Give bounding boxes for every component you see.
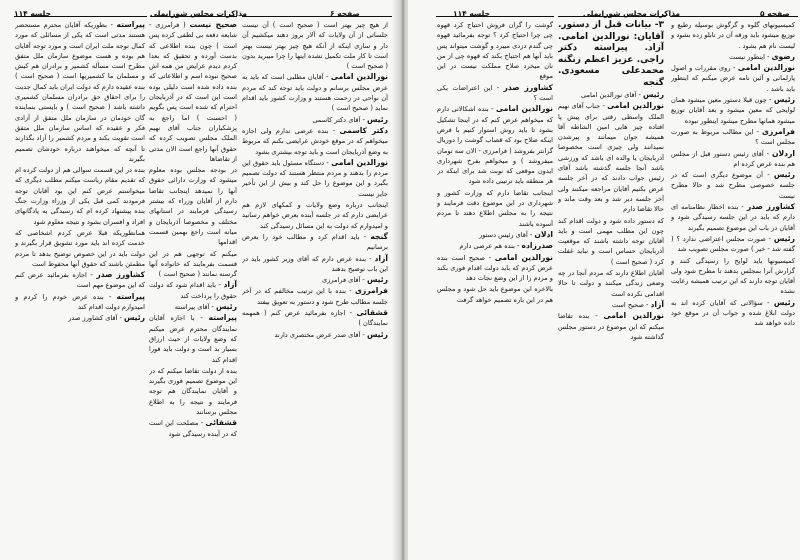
paragraph — [149, 165, 237, 247]
header-rule — [150, 16, 237, 17]
speaker-name: رئیس — [366, 114, 388, 124]
session-number: جلسه ۱۱۴ — [14, 9, 51, 18]
header-rule — [242, 16, 392, 17]
paragraph-text: - جناب آقای نهیم الملک واسطی رقتی برای پیش پا افتاده چیز هایی امین الشاطه آقا همیشه جوان میمانند و پیرشدن نمیدانند ولی چیزی است مخصوصا آذربایجان یا والده ای باشد که ورزشی باشد آنجا جلسه گذشته باشد آقای رئیس جواب دادند که در آخر جلسه عرض بکنیم آقایان مراجعه میکنند ولی آخر جلسه دیر شد و بعد وقت ماند و حالا تقاضا دارم — [558, 102, 664, 214]
paragraph-text: - روی مقررات و اصول پارلمانی و آئین نامه عرض میکنم که اینطور باید باشد . — [671, 64, 795, 93]
speaker-name: رئیس — [773, 170, 795, 180]
paragraph — [149, 280, 237, 301]
paragraph-text: - صحیح است بنده عرض کردم که باید دولت اقدام فوری بکند و مردم را از این وضع نجات دهد — [437, 253, 553, 283]
page-number: صفحه ۵ — [760, 9, 790, 18]
speaker-name: نورالدین امامی — [330, 72, 388, 82]
speaker-name: رضوی — [771, 51, 795, 61]
paragraph-text: - آقای فرامرزی — [321, 276, 365, 285]
speaker-name: اردلان — [771, 148, 795, 158]
paragraph-text: - بنده تقاضا میکنم که این موضوع در دستور مجلس گذاشته شود — [558, 312, 664, 341]
speaker-name: کشاورز صدر — [96, 270, 145, 280]
paragraph-text: - آقای پیراسته — [174, 303, 214, 312]
speaker-name: دکتر کاسمی — [339, 125, 388, 135]
paragraph-text: - بنده اشکالاتی دارم که میخواهم عرض کنم که در اینجا تشکیل بشود تا باید روش استوار کنیم با فرض اینکه صلاح بود که قصاب گوشت را دوریال گرانتر بفروشد ( فرامرزی - الان سه تومان میفروشد ) و میخواهم بفرخ شهرداری ایدون موقعی که نوبت شد برای اینکه در هر منطقه باید ترتیبی داده شود — [437, 105, 553, 186]
speaker-name: نورالدین امامی — [607, 101, 664, 111]
speaker-name: آزاد — [374, 253, 388, 263]
paragraph — [242, 126, 388, 157]
paragraph-text: - دستگاه مسئول باید حقوق این مردم را بدهند و مردم منتظر هستند که دولت تصمیم بگیرد و این موضوع را حل کند و بیش از این تأخیر جایز نیست — [242, 158, 388, 198]
paragraph — [149, 20, 237, 164]
paragraph — [242, 158, 388, 199]
paragraph — [437, 241, 553, 251]
speaker-name: رئیس — [773, 297, 795, 307]
paragraph-text: - باید اقدام کرد و مطالب خود را بعرض برسانیم — [242, 232, 388, 252]
paragraph — [242, 115, 388, 125]
paragraph — [15, 228, 145, 269]
speaker-name: کشاورز صدر — [746, 202, 795, 212]
paragraph-text: - آقای رئیس دستور — [478, 230, 533, 239]
paragraph — [242, 286, 388, 307]
speaker-name: نورالدین امامی — [495, 104, 553, 114]
speaker-name: پیراسته — [116, 291, 145, 301]
paragraph — [558, 216, 664, 267]
paragraph-text: - آقای کشاورز صدر — [68, 314, 122, 323]
paragraph-text: کمیسیونهای گلوه و گرگوش بوسیله رطیع و توزیع میشود باید ورقه آن در تابلو زده بشود و لیست نام هم بشود . — [671, 21, 795, 50]
paragraph-text: - بنده عرضی ندارم ولی اجازه میخواهم که در موقع خودش عرایضی بکنم که مربوط به وضع آذربایجان است و باید توجه بیشتری بشود — [242, 126, 388, 156]
running-title: مذاکرات مجلس شورایملی — [583, 9, 681, 18]
paragraph-text: - بنده با این ترتیب مخالفم که در آخر جلسه مطالب طرح شود و دستور به تعویق بیفتد — [242, 287, 388, 306]
left-page — [0, 0, 398, 560]
paragraph-text: - آقای دکتر کاسمی — [312, 115, 365, 124]
speaker-name: ادلان — [534, 229, 553, 239]
paragraph-text: - بنده عرض دارم که آقای وزیر کشور باید در این باب توضیح بدهند — [242, 254, 388, 273]
paragraph — [671, 256, 795, 297]
paragraph-text: گوشت را گران فروش احتیاج کرد قهوه چی چرا احتیاج کرد ؟ توجه بفرمائید قهوه چی گندم دزدی میبرد و گوشت میتواند پس باید آنها هم احتیاج بکند که قهوه چی از من نان میخرد صلاح مملکت نیست در این موقع — [437, 21, 553, 81]
paragraph-text: - بنده هم عرضی دارم — [459, 242, 520, 251]
paragraph — [558, 268, 664, 299]
paragraph-text: - آن موضوع دیگری است که در جلسه خصوصی مطرح شد و حالا مطرح نیست — [671, 171, 795, 200]
paragraph-text: - بنده اخطار نظامنامه ای دارم که باید در این جلسه رسیدگی شود و آقایان در باب این موضوع تصمیم بگیرند — [671, 203, 795, 232]
speaker-name: پیراسته — [208, 313, 237, 323]
paragraph-text: - این مطالب مربوط به صورت مجلس است ؟ — [671, 127, 795, 147]
text-column — [437, 20, 553, 554]
speaker-name: گنجه — [370, 231, 388, 241]
paragraph-text: در بودجه مجلس بوده معلوم میشود که وزارت دارائی حقوق آنها را نمیدهد اینجانب تقاضا دارم از آقایان وزراء که بیشتر رسیدگی فرمایند در استانهای مختلف و مخصوصا آذربایجان و میانه است راجع بهمین قسمت اقدامها — [149, 166, 237, 247]
speaker-name: آزاد — [650, 299, 664, 309]
paragraph — [149, 302, 237, 312]
paragraph — [437, 20, 553, 82]
paragraph-text: - مصلحت این است که در آینده رسیدگی شود — [149, 419, 237, 438]
paragraph-text: - آقای رئیس دستور قبل از مجلس هم بنده عرض کرده ام — [671, 149, 795, 168]
paragraph-text: - اجازه بفرمائید عرض کنم که این موضوع مهم است — [15, 271, 145, 290]
speaker-name: کشاورز صدر — [503, 82, 553, 92]
paragraph — [437, 83, 553, 104]
paragraph — [149, 249, 237, 280]
paragraph-text: اینجانب تقاضا دارم که وزارت کشور و شهرداری در این موضوع دقت فرمایند و نتیجه را به مجلس اطلاع دهند تا مردم آسوده باشند — [437, 188, 553, 228]
speaker-name: پیراسته — [116, 20, 145, 29]
header-rule — [670, 16, 798, 17]
paragraph-text: ( فرامرزی - شایعه دفعه بی لطفی کرده پس است ) چون بنده اطلاعی که بدست آورده و تحقیق که بعدا کردم دیدم عرایض من همه اش صحیح نبوده اسم و اطلاعاتی که بنده داده شده است دلیلی بوده است این است که در آذربایجان احترام که شده است پس بگویم ( احسنت ) اما راجع به پزشکیاران جناب آقای نهیم الملک مجلس تصویب کرده که حقوق آنها راجع است الان مدتی از تقاضاها — [149, 21, 237, 163]
speaker-name: رئیس — [642, 90, 664, 99]
paragraph — [15, 313, 145, 323]
speaker-name: نورالدین امامی — [737, 63, 795, 73]
speaker-name: رئیس — [123, 313, 145, 323]
paragraph — [671, 95, 795, 126]
speaker-name: فرامرزی — [354, 286, 388, 296]
speaker-name: رئیس — [773, 233, 795, 243]
paragraph — [242, 20, 388, 71]
paragraph — [671, 127, 795, 148]
paragraph — [671, 202, 795, 233]
running-title: مذاکرات مجلس شورایملی — [150, 9, 248, 18]
paragraph-text: - آقای صدر عرض مختصری دارند — [274, 330, 365, 339]
paragraph — [671, 20, 795, 51]
paragraph — [437, 188, 553, 229]
paragraph-text: - سؤالاتی که آقایان کرده اند به دولت ابلاغ شده و جواب آن در موقع خود داده خواهد شد — [671, 298, 795, 328]
paragraph-text: همانطوریکه قبلا عرض کردم اشخاصی که خدمت کرده اند باید مورد تشویق قرار بگیرند و دولت باید در این خصوص توضیح بدهد تا مردم مطمئن باشند که حقوق آنها محفوظ است — [15, 228, 145, 268]
paragraph-text: - آقای نورالدین امامی — [581, 91, 641, 99]
speaker-name: فرامرزی — [761, 126, 795, 136]
speaker-name: نورالدین امامی — [494, 252, 553, 262]
paragraph — [671, 234, 795, 255]
speaker-name: رئیس — [773, 95, 795, 105]
paragraph-text: بنده در این قسمت سوالی هم از دولت کرده ام که تقدیم مقام ریاست میکنم مطلب دیگری که میخواستم عرض کنم این بود آقایان توجه فرمودند کمی قبل یکی از وزراء وزارت جنگ بنده پیشنهاد کرده ام که رسیدگی به پادگانهای افراد و افسران بشود و نتیجه معلوم شود — [15, 166, 145, 226]
paragraph — [671, 298, 795, 329]
paragraph — [558, 90, 664, 100]
paragraph-text: - بنده عرض خودم را کردم و امیدوارم دولت اقدام کند — [15, 292, 145, 312]
speaker-name: رئیس — [366, 275, 388, 285]
header-rule — [436, 16, 554, 17]
paragraph — [15, 270, 145, 291]
paragraph — [242, 232, 388, 253]
paragraph — [15, 165, 145, 227]
paragraph-text: - آقایان مطلبی است که باید به عرض مجلس برسانم و دولت باید توجه کند که مردم آن نواحی در زحمت هستند و وزارت کشور باید اقدام نماید ( صحیح است ) — [242, 73, 388, 113]
speaker-name: نورالدین امامی — [331, 157, 388, 167]
speaker-name: نورالدین امامی — [603, 311, 664, 321]
speaker-name: قشقائی — [356, 308, 388, 318]
speaker-name: رئیس — [366, 329, 388, 339]
text-column — [149, 20, 237, 554]
speaker-name: قشقائی — [205, 418, 237, 428]
paragraph — [437, 230, 553, 240]
paragraph-text: آقایان اطلاع دارند که مردم آنجا در چه وضعی زندگی میکنند و دولت تا حالا اقدامی نکرده است — [558, 269, 664, 298]
paragraph — [15, 20, 145, 164]
paragraph-text: بالاخره این موضوع باید حل شود و مجلس هم در این باره تصمیم خواهد گرفت — [437, 285, 553, 304]
text-column — [558, 20, 664, 554]
paragraph-text: از هیچ چیز بهتر است ( صحیح است ) آن نیست جلساتی از آن ولایات که آلار بروز دهند میکشیم آن دار و سازی اینکه از آنکه هیچ چیز بهتر نیست بهتر است تا کار ملت تکمیل نشده اینها را چرا میبرید بدون ( صحیح است ) — [242, 21, 388, 71]
paragraph-text: - باید اقدام شود که دولت حقوق را پرداخت کند — [149, 281, 237, 300]
paragraph-text: که دستور داده شود و دولت اقدام کند چون این مطلب مهمی است و باید آقایان توجه داشته باشند که موقعیت آذربایجان حساس است و نباید غفلت کرد ( صحیح است ) — [558, 216, 664, 266]
paragraph-text: میکنم که توجهی هم در این قسمت بفرمایند که خانواده آنها گرسنه نمانند ( صحیح است ) — [149, 249, 237, 279]
section-title: ۳- بیانات قبل از دستور. آقایان: نورالدین امامی. آزاد. پیراسته دکتر راجی. عزیز اعظم زنگنه محمدعلی مسعودی. گنجه — [558, 20, 664, 88]
paragraph — [149, 418, 237, 439]
paragraph-text: - صورت مجلس اعتراضی ندارد ؟ ( گفته شد - خیر ) صورت مجلس تصویب شد — [671, 234, 795, 254]
paragraph — [242, 72, 388, 113]
paragraph-text: کمیسیونها باید لوایح را رسیدگی کنند و گزارش آنرا بمجلس بدهند تا مطرح شود ولی آقایان توجه دارند که این ترتیب همیشه رعایت نشده — [671, 256, 795, 296]
paragraph — [15, 292, 145, 313]
paragraph — [671, 149, 795, 170]
paragraph — [671, 52, 795, 62]
paragraph-text: - بطوریکه آقایان محترم مستحضر هستند مدتی است که یکی از مسائلی که مورد کمال توجه ملت ایران است و مورد توجه آقایان هم بوده و هست موضوع سازمان ملل متفق مطرح است مسأله کشمیر و برادران هم کیش و مسلمان ما کشمیریها است ( صحیح است ) بنده عقیده دارم که دولت ایران باید کمال جدیت را برای احقاق حق برادران مسلمان کشمیری داشته باشد ( صحیح است ) و بایستی بنماینده گان خودمان در سازمان ملل متفق از آزادی فکر و عقیده که اساس سازمان ملل متفق است تقویت بکند و مردم کشمیر را آزاد بگذارند تا آنچه که میخواهند درباره خودشان تصمیم بگیرند — [15, 21, 145, 163]
speaker-name: صحیح نیست — [189, 20, 237, 29]
paragraph-text: - چون قبلا دستور معین میشود همان لوایحی که معین میشود و بعد آقایان توزیع میشود همانها مطرح میشود اینطور نبوده — [671, 96, 795, 125]
paragraph — [558, 300, 664, 310]
header-rule — [558, 16, 666, 17]
session-number: جلسه ۱۱۴ — [453, 9, 490, 18]
text-column — [671, 20, 795, 554]
paragraph — [558, 311, 664, 342]
paragraph — [671, 63, 795, 94]
right-page — [408, 0, 800, 560]
speaker-name: آزاد — [223, 280, 237, 290]
paragraph-text: - اجازه بفرمائید عرض کنم ( همهمه نمایندگان ) — [242, 309, 388, 328]
paragraph — [242, 275, 388, 285]
paragraph — [242, 200, 388, 231]
paragraph — [437, 253, 553, 284]
paragraph — [149, 366, 237, 417]
paragraph — [437, 284, 553, 305]
paragraph-text: - این اعتراضات یکی است ؟ — [437, 83, 553, 103]
paragraph — [242, 308, 388, 329]
speaker-name: صدرزاده — [521, 241, 553, 251]
paragraph — [437, 104, 553, 186]
paragraph-text: - صحیح است — [611, 300, 649, 309]
paragraph — [242, 254, 388, 275]
paragraph — [558, 101, 664, 214]
page-number: صفحه ۶ — [330, 9, 360, 18]
text-column — [15, 20, 145, 554]
paragraph-text: - با اجازه آقایان نمایندگان محترم عرض میکنم که وضع ولایات از حیث ارزاق بسیار بد است و دولت باید فورا اقدام کند — [149, 314, 237, 364]
paragraph — [242, 330, 388, 340]
paragraph-text: اینجانب درباره وضع ولایات و کمکهای لازم هم عرایضی دارم که در جلسه آینده بعرض خواهم رسانید و امیدوارم که دولت به این مسائل رسیدگی کند — [242, 201, 388, 230]
paragraph — [671, 170, 795, 201]
paragraph-text: - اینطور نیست — [729, 52, 770, 61]
text-column — [242, 20, 388, 554]
speaker-name: رئیس — [215, 302, 237, 312]
header-rule — [14, 16, 147, 17]
paragraph — [149, 313, 237, 364]
paragraph-text: بنده از دولت تقاضا میکنم که در این موضوع تصمیم فوری بگیرند و آقایان نمایندگان هم توجه فرمایند و نتیجه را به اطلاع مجلس برسانند — [149, 366, 237, 416]
